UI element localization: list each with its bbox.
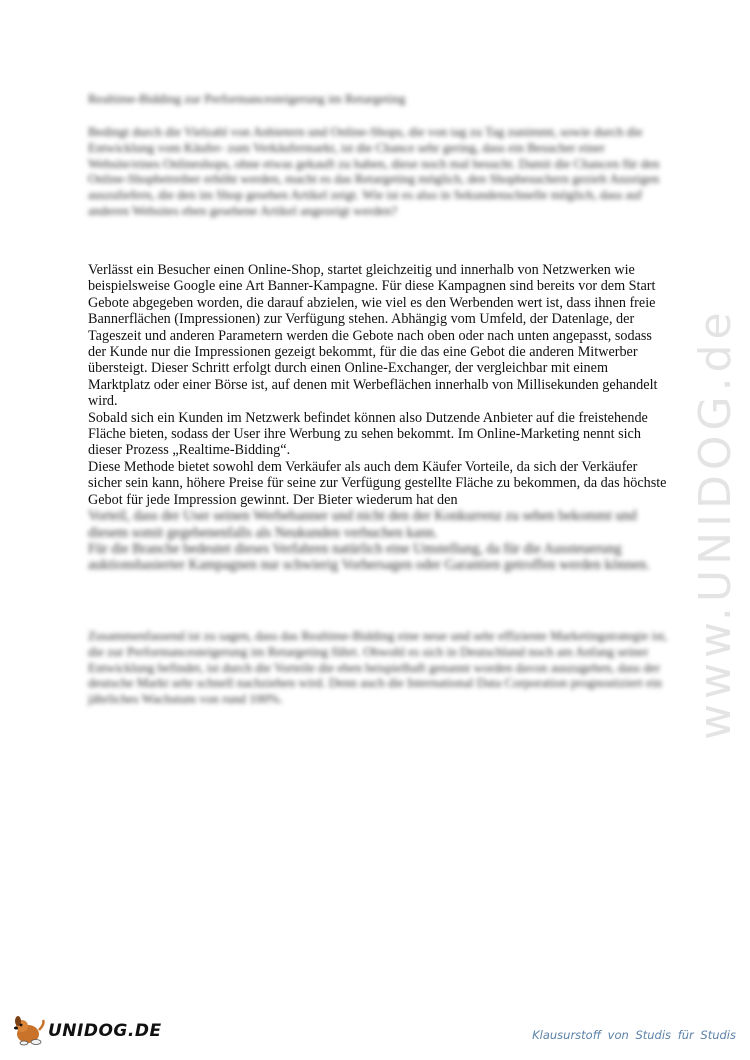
body-paragraph-blurred: Vorteil, dass der User seinen Werbebanner und nicht den der Konkurrenz zu sehen bekommt und diesem somit gegebenenfalls als Neukunden verbuchen kann.	[88, 508, 637, 541]
body-paragraph: Diese Methode bietet sowohl dem Verkäufer als auch dem Käufer Vorteile, da sich der Verkäufer sicher sein kann, höhere Preise für seine zur Verfügung gestellte Fläche zu bekommen, da das höchste Gebot für jede Impression gewinnt. Der Bieter wiederum hat den	[88, 458, 667, 508]
body-paragraph: Verlässt ein Besucher einen Online-Shop, startet gleichzeitig und innerhalb von Netzwerken wie beispielsweise Google eine Art Banner-Kampagne. Für diese Kampagnen sind bereits vor dem Start Gebote abgegeben worden, die darauf abzielen, wie viel es den Werbenden wert ist, dass ihnen freie Bannerflächen (Impressionen) zur Verfügung stehen. Abhängig vom Umfeld, der Datenlage, der Tageszeit und anderen Parametern werden die Gebote nach oben oder nach unten angepasst, sodass der Kunde nur die Impressionen gezeigt bekommt, für die das eine Gebot die anderen Mitwerber übersteigt. Dieser Schritt erfolgt durch einen Online-Exchanger, der vergleichbar mit einem Marktplatz oder einer Börse ist, auf denen mit Werbeflächen innerhalb von Millisekunden gehandelt wird.	[88, 262, 658, 410]
dog-icon	[12, 1016, 46, 1046]
body-paragraph: Sobald sich ein Kunden im Netzwerk befindet können also Dutzende Anbieter auf die freistehende Fläche bieten, sodass der User ihre Werbung zu sehen bekommt. Im Online-Marketing nennt sich dieser Prozess „Realtime-Bidding“.	[88, 409, 648, 459]
logo-text: UNIDOG.DE	[48, 1021, 162, 1041]
intro-paragraph: Bedingt durch die Vielzahl von Anbietern und Online-Shops, die von tag zu Tag zunimmt, sowie durch die Entwicklung vom Käufer- zum Verkäufermarkt, ist die Chance sehr gering, dass ein Besucher einer Website/eines Onlineshops, ohne etwas gekauft zu haben, diese noch mal besucht. Damit die Chancen für den Online-Shopbetreiber erhöht werden, macht es das Retargeting möglich, den Shopbesuchern gezielt Anzeigen auszuliefern, die den im Shop gesehen Artikel zeigt. Wie ist es also in Sekundenschnelle möglich, dass auf anderen Websites eben gesehene Artikel angezeigt werden?	[88, 124, 660, 218]
footer-tagline: Klausurstoff von Studis für Studis	[532, 1028, 736, 1042]
body-paragraph-blurred: Für die Branche bedeutet dieses Verfahren natürlich eine Umstellung, da für die Aussteuerung auktionsbasierter Kampagnen nur schwierig Vorhersagen oder Garantien getroffen werden können.	[88, 540, 650, 574]
main-body	[88, 262, 668, 574]
document-title: Realtime-Bidding zur Performancesteigerung im Retargeting	[88, 91, 406, 106]
unidog-logo[interactable]	[12, 1016, 162, 1046]
watermark: www.UNIDOG.de	[690, 307, 741, 740]
conclusion-paragraph: Zusammenfassend ist zu sagen, dass das Realtime-Bidding eine neue und sehr effiziente Marketingstrategie ist, die zur Performancesteigerung im Retargeting führt. Obwohl es sich in Deutschland noch am Anfang seiner Entwicklung befindet, ist durch die Vorteile die eben beispielhaft genannt worden davon auszugehen, dass der deutsche Markt sehr schnell nachziehen wird. Denn auch die International Data Corporation prognostiziert ein jährliches Wachstum von rund 100%.	[88, 628, 668, 707]
